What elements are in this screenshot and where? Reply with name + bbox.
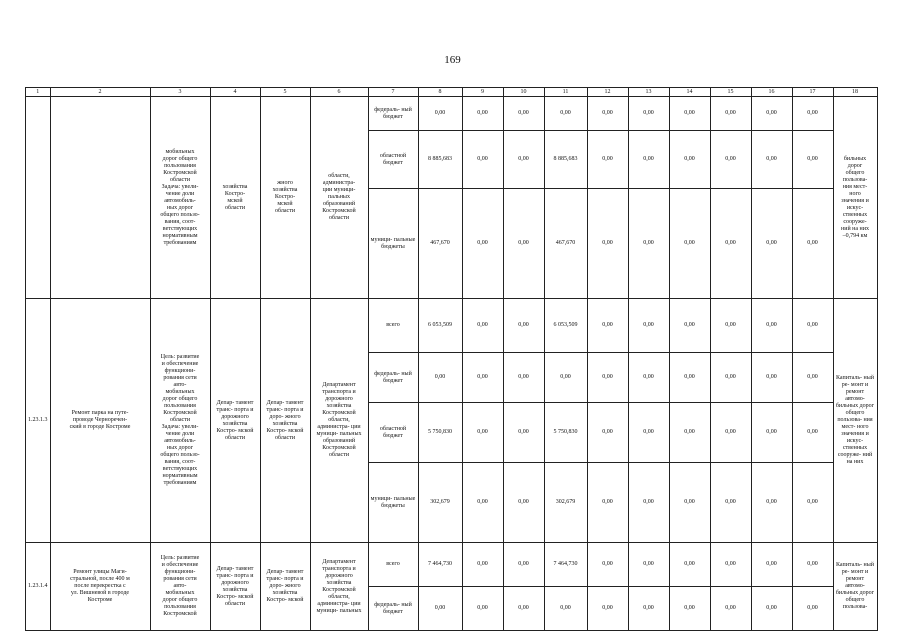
amount-cell: 0,00: [462, 97, 503, 131]
header-cell: 13: [628, 88, 669, 97]
amount-cell: 0,00: [462, 587, 503, 631]
amount-cell: 467,670: [544, 189, 587, 299]
responsible-executor: Депар- тамент транс- порта и дорожного хозяйства Костро- мской области: [210, 543, 260, 631]
table-row: [26, 543, 878, 587]
funding-source: всего: [368, 299, 418, 353]
amount-cell: 0,00: [587, 97, 628, 131]
amount-cell: 0,00: [792, 543, 833, 587]
amount-cell: 0,00: [710, 463, 751, 543]
header-cell: 7: [368, 88, 418, 97]
amount-cell: 0,00: [544, 353, 587, 403]
amount-cell: 0,00: [628, 463, 669, 543]
expected-result: Капиталь- ный ре- монт и ремонт автомо- бильных дорог общего пользова- ния мест- ного значения и искус- ственных сооруже- ний на них: [833, 299, 877, 543]
amount-cell: 0,00: [628, 587, 669, 631]
funding-source: федераль- ный бюджет: [368, 353, 418, 403]
amount-cell: 0,00: [503, 463, 544, 543]
measure-name: Ремонт парка на путе- проводе Черноречен- ский в городе Костроме: [50, 299, 150, 543]
amount-cell: 0,00: [418, 97, 462, 131]
amount-cell: 0,00: [669, 97, 710, 131]
amount-cell: 0,00: [669, 189, 710, 299]
amount-cell: 0,00: [503, 543, 544, 587]
header-cell: 11: [544, 88, 587, 97]
amount-cell: 0,00: [669, 299, 710, 353]
amount-cell: 5 750,830: [418, 403, 462, 463]
amount-cell: 467,670: [418, 189, 462, 299]
amount-cell: 302,679: [544, 463, 587, 543]
header-cell: 14: [669, 88, 710, 97]
header-cell: 2: [50, 88, 150, 97]
amount-cell: 0,00: [418, 587, 462, 631]
funding-source: областной бюджет: [368, 131, 418, 189]
funding-source: областной бюджет: [368, 403, 418, 463]
amount-cell: 6 053,509: [544, 299, 587, 353]
amount-cell: 0,00: [792, 463, 833, 543]
amount-cell: 0,00: [587, 587, 628, 631]
amount-cell: 0,00: [628, 403, 669, 463]
header-cell: 18: [833, 88, 877, 97]
coexecutor: Депар- тамент транс- порта и доро- жного хозяйства Костро- мской: [260, 543, 310, 631]
amount-cell: 0,00: [669, 353, 710, 403]
amount-cell: 8 885,683: [418, 131, 462, 189]
header-cell: 5: [260, 88, 310, 97]
amount-cell: 0,00: [751, 189, 792, 299]
amount-cell: 0,00: [503, 403, 544, 463]
participants: области, администра- ции муници- пальных образований Костромской области: [310, 97, 368, 299]
funding-source: муници- пальные бюджеты: [368, 189, 418, 299]
amount-cell: 0,00: [751, 97, 792, 131]
header-cell: 3: [150, 88, 210, 97]
header-cell: 17: [792, 88, 833, 97]
amount-cell: 0,00: [462, 543, 503, 587]
row-number: 1.23.1.4: [26, 543, 51, 631]
amount-cell: 0,00: [751, 299, 792, 353]
responsible-executor: Депар- тамент транс- порта и дорожного хозяйства Костро- мской области: [210, 299, 260, 543]
amount-cell: 0,00: [587, 353, 628, 403]
amount-cell: 0,00: [587, 403, 628, 463]
amount-cell: 0,00: [503, 587, 544, 631]
header-cell: 12: [587, 88, 628, 97]
amount-cell: 5 750,830: [544, 403, 587, 463]
amount-cell: 0,00: [792, 299, 833, 353]
amount-cell: 0,00: [503, 131, 544, 189]
amount-cell: 0,00: [462, 299, 503, 353]
header-cell: 4: [210, 88, 260, 97]
coexecutor: жного хозяйства Костро- мской области: [260, 97, 310, 299]
goal-task: мобильных дорог общего пользования Костромской области Задача: увели- чение доли автомобиль- ных дорог общего пользо- вания, соот- ветствующих нормативным требованиям: [150, 97, 210, 299]
amount-cell: 0,00: [587, 463, 628, 543]
amount-cell: 0,00: [462, 131, 503, 189]
amount-cell: 0,00: [462, 353, 503, 403]
amount-cell: 0,00: [710, 131, 751, 189]
amount-cell: 0,00: [710, 189, 751, 299]
amount-cell: 8 885,683: [544, 131, 587, 189]
amount-cell: 0,00: [587, 299, 628, 353]
amount-cell: 6 053,509: [418, 299, 462, 353]
amount-cell: 0,00: [503, 353, 544, 403]
amount-cell: 0,00: [503, 97, 544, 131]
amount-cell: 0,00: [628, 353, 669, 403]
coexecutor: Депар- тамент транс- порта и доро- жного хозяйства Костро- мской области: [260, 299, 310, 543]
amount-cell: 0,00: [587, 131, 628, 189]
header-cell: 16: [751, 88, 792, 97]
header-cell: 10: [503, 88, 544, 97]
amount-cell: 0,00: [669, 463, 710, 543]
amount-cell: 0,00: [462, 403, 503, 463]
amount-cell: 0,00: [751, 353, 792, 403]
amount-cell: 0,00: [544, 587, 587, 631]
amount-cell: 0,00: [751, 463, 792, 543]
amount-cell: 0,00: [503, 299, 544, 353]
participants: Департамент транспорта и дорожного хозяйства Костромской области, администра- ции муници- пальных образований Костромской области: [310, 299, 368, 543]
funding-source: федераль- ный бюджет: [368, 97, 418, 131]
amount-cell: 0,00: [751, 131, 792, 189]
table-row: [26, 299, 878, 353]
amount-cell: 0,00: [710, 353, 751, 403]
page-number: 169: [444, 54, 461, 66]
amount-cell: 0,00: [792, 97, 833, 131]
amount-cell: 0,00: [587, 543, 628, 587]
amount-cell: 0,00: [751, 543, 792, 587]
header-cell: 15: [710, 88, 751, 97]
participants: Департамент транспорта и дорожного хозяйства Костромской области, администра- ции муници- пальных: [310, 543, 368, 631]
goal-task: Цель: развитие и обеспечение функциони- рования сети авто- мобильных дорог общего пользования Костромской: [150, 543, 210, 631]
amount-cell: 0,00: [751, 403, 792, 463]
amount-cell: 0,00: [669, 403, 710, 463]
amount-cell: 0,00: [710, 587, 751, 631]
funding-source: федераль- ный бюджет: [368, 587, 418, 631]
amount-cell: 0,00: [628, 189, 669, 299]
amount-cell: 7 464,730: [418, 543, 462, 587]
amount-cell: 0,00: [462, 189, 503, 299]
funding-source: всего: [368, 543, 418, 587]
amount-cell: 0,00: [792, 403, 833, 463]
amount-cell: 0,00: [628, 543, 669, 587]
amount-cell: 0,00: [710, 97, 751, 131]
amount-cell: 0,00: [628, 131, 669, 189]
amount-cell: 0,00: [792, 353, 833, 403]
expected-result: Капиталь- ный ре- монт и ремонт автомо- бильных дорог общего пользова-: [833, 543, 877, 631]
amount-cell: 0,00: [503, 189, 544, 299]
amount-cell: 0,00: [462, 463, 503, 543]
goal-task: Цель: развитие и обеспечение функциони- рования сети авто- мобильных дорог общего пользования Костромской области Задача: увели- чение доли автомобиль- ных дорог общего пользо- вания, соот- ветствующих нормативным требованиям: [150, 299, 210, 543]
header-cell: 8: [418, 88, 462, 97]
measure-name: [50, 97, 150, 299]
header-cell: 1: [26, 88, 51, 97]
amount-cell: 0,00: [669, 131, 710, 189]
amount-cell: 0,00: [544, 97, 587, 131]
budget-table: [25, 87, 878, 631]
amount-cell: 0,00: [628, 299, 669, 353]
amount-cell: 0,00: [710, 403, 751, 463]
row-number: 1.23.1.3: [26, 299, 51, 543]
header-cell: 9: [462, 88, 503, 97]
amount-cell: 0,00: [587, 189, 628, 299]
measure-name: Ремонт улицы Маги- стральной, после 400 м после перекрестка с ул. Вишневой в городе Костроме: [50, 543, 150, 631]
amount-cell: 0,00: [669, 543, 710, 587]
amount-cell: 0,00: [669, 587, 710, 631]
header-row: [26, 88, 878, 97]
responsible-executor: хозяйства Костро- мской области: [210, 97, 260, 299]
header-cell: 6: [310, 88, 368, 97]
table-row: [26, 97, 878, 131]
amount-cell: 0,00: [751, 587, 792, 631]
funding-source: муници- пальные бюджеты: [368, 463, 418, 543]
amount-cell: 0,00: [792, 587, 833, 631]
amount-cell: 0,00: [418, 353, 462, 403]
amount-cell: 0,00: [792, 189, 833, 299]
amount-cell: 302,679: [418, 463, 462, 543]
amount-cell: 0,00: [710, 299, 751, 353]
amount-cell: 0,00: [710, 543, 751, 587]
row-number: [26, 97, 51, 299]
expected-result: бильных дорог общего пользова- ния мест- ного значения и искус- ственных сооруже- ний на них –0,794 км: [833, 97, 877, 299]
amount-cell: 7 464,730: [544, 543, 587, 587]
amount-cell: 0,00: [628, 97, 669, 131]
amount-cell: 0,00: [792, 131, 833, 189]
